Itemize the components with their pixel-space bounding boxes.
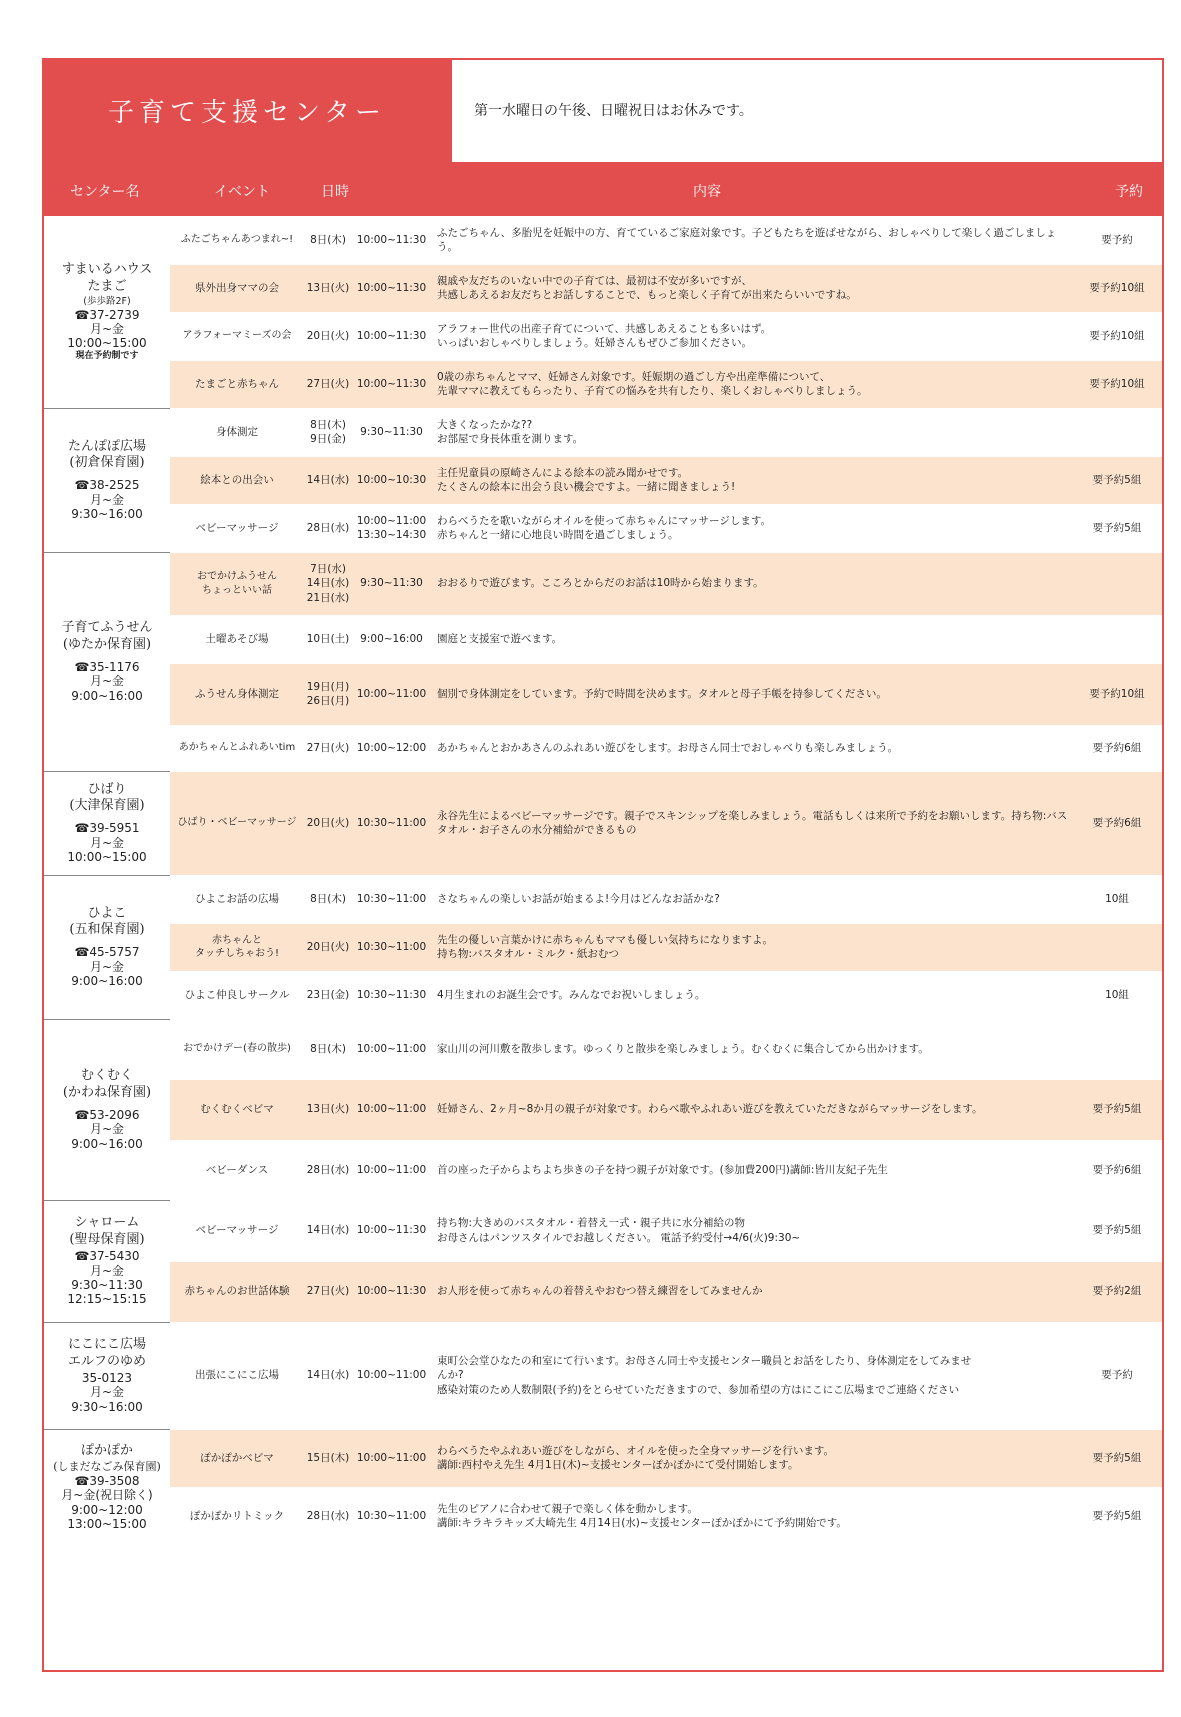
center-detail: 月~金	[89, 1263, 125, 1278]
center-info	[44, 771, 170, 875]
event-time: 10:00~11:30	[354, 216, 429, 264]
event-date: 27日(火)	[302, 725, 354, 771]
event-description: 家山川の河川敷を散歩します。ゆっくりと散歩を楽しみましょう。むくむくに集合してから出かけます。	[429, 1019, 1072, 1079]
event-name: 赤ちゃんのお世話体験	[170, 1261, 302, 1322]
center-name: 子育てふうせん	[61, 620, 153, 636]
center-info	[44, 408, 170, 552]
event-name: ふうせん身体測定	[170, 663, 302, 725]
event-row	[44, 1140, 1162, 1200]
event-time: 10:00~11:00 13:30~14:30	[354, 504, 429, 552]
center-detail: 月~金	[89, 492, 125, 507]
event-name: ひよこお話の広場	[170, 875, 302, 923]
event-description: 大きくなったかな?? お部屋で身長体重を測ります。	[429, 408, 1072, 456]
event-reservation: 要予約6組	[1072, 771, 1162, 875]
event-row	[44, 1429, 1162, 1487]
event-row	[44, 875, 1162, 923]
event-name: おでかけふうせん ちょっといい話	[170, 552, 302, 615]
event-row	[44, 923, 1162, 971]
event-reservation	[1072, 923, 1162, 971]
event-description: 先生の優しい言葉かけに赤ちゃんもママも優しい気持ちになりますよ。 持ち物:バスタオル・ミルク・紙おむつ	[429, 923, 1072, 971]
event-description: 4月生まれのお誕生会です。みんなでお祝いしましょう。	[429, 971, 1072, 1019]
event-reservation	[1072, 1019, 1162, 1079]
event-time: 10:00~11:30	[354, 1200, 429, 1261]
center-detail: 月~金	[89, 321, 125, 336]
header-content: 内容	[693, 184, 721, 200]
event-name: ひよこ仲良しサークル	[170, 971, 302, 1019]
event-time: 10:00~11:00	[354, 1429, 429, 1487]
center-detail: 月~金(祝日除く)	[61, 1488, 153, 1503]
center-info	[44, 1429, 170, 1545]
center-detail: ☎37-2739	[74, 307, 140, 322]
center-detail: 10:00~15:00	[67, 336, 147, 351]
center-detail: ☎39-5951	[74, 821, 140, 836]
event-reservation: 要予約	[1072, 216, 1162, 264]
event-time: 9:30~11:30	[354, 408, 429, 456]
event-description: 東町公会堂ひなたの和室にて行います。お母さん同士や支援センター職員とお話をしたり、身体測定をしてみませ んか? 感染対策のため人数制限(予約)をとらせていただきますので、参加希望の方はにこにこ広場までご連絡ください	[429, 1322, 1072, 1429]
event-date: 14日(水)	[302, 1322, 354, 1429]
event-date: 8日(木)	[302, 875, 354, 923]
event-date: 20日(火)	[302, 923, 354, 971]
event-description: わらべうたやふれあい遊びをしながら、オイルを使った全身マッサージを行います。 講師:西村やえ先生 4月1日(木)~支援センターぽかぽかにて受付開始します。	[429, 1429, 1072, 1487]
event-date: 13日(火)	[302, 264, 354, 312]
event-reservation: 要予約5組	[1072, 1200, 1162, 1261]
header-center: センター名	[70, 184, 140, 200]
event-time: 10:30~11:00	[354, 771, 429, 875]
event-date: 7日(水) 14日(水) 21日(水)	[302, 552, 354, 615]
event-date: 14日(水)	[302, 1200, 354, 1261]
center-detail: 35-0123	[81, 1370, 133, 1385]
event-description: 先生のピアノに合わせて親子で楽しく体を動かします。 講師:キラキラキッズ大崎先生 4月14日(水)~支援センターぽかぽかにて予約開始です。	[429, 1487, 1072, 1545]
event-name: 赤ちゃんと タッチしちゃおう!	[170, 923, 302, 971]
center-detail: 13:00~15:00	[67, 1517, 147, 1532]
center-detail: 月~金	[89, 1122, 125, 1137]
event-reservation: 要予約10組	[1072, 264, 1162, 312]
center-detail: 月~金	[89, 1385, 125, 1400]
event-reservation	[1072, 408, 1162, 456]
event-date: 14日(水)	[302, 456, 354, 504]
center-detail: 9:00~16:00	[71, 974, 143, 989]
event-description: 首の座った子からよちよち歩きの子を持つ親子が対象です。(参加費200円)講師:皆川友紀子先生	[429, 1140, 1072, 1200]
center-name: エルフのゆめ	[67, 1353, 146, 1369]
event-name: あかちゃんとふれあいtim	[170, 725, 302, 771]
center-name: シャローム	[74, 1215, 140, 1231]
event-row	[44, 504, 1162, 552]
event-reservation: 要予約5組	[1072, 1429, 1162, 1487]
event-name: ぽかぽかリトミック	[170, 1487, 302, 1545]
center-name: ひよこ	[87, 905, 127, 921]
event-reservation: 要予約5組	[1072, 504, 1162, 552]
center-detail: 月~金	[89, 674, 125, 689]
event-row	[44, 663, 1162, 725]
event-row	[44, 408, 1162, 456]
center-detail: 9:30~16:00	[71, 507, 143, 522]
event-name: ひばり・ベビーマッサージ	[170, 771, 302, 875]
event-row	[44, 615, 1162, 663]
header-datetime: 日時	[321, 184, 349, 200]
event-description: あかちゃんとおかあさんのふれあい遊びをします。お母さん同士でおしゃべりも楽しみましょう。	[429, 725, 1072, 771]
center-name: にこにこ広場	[67, 1337, 146, 1353]
center-detail: ☎38-2525	[74, 478, 140, 493]
center-detail: ☎37-5430	[74, 1249, 140, 1264]
event-name: 絵本との出会い	[170, 456, 302, 504]
center-name: (聖母保育園)	[69, 1232, 145, 1248]
event-date: 15日(木)	[302, 1429, 354, 1487]
event-date: 8日(木) 9日(金)	[302, 408, 354, 456]
center-info	[44, 552, 170, 771]
event-time: 10:00~11:00	[354, 1019, 429, 1079]
event-time: 10:00~11:00	[354, 1079, 429, 1140]
event-name: アラフォーマミーズの会	[170, 312, 302, 360]
event-date: 27日(火)	[302, 1261, 354, 1322]
title-banner	[42, 58, 452, 162]
event-date: 20日(火)	[302, 312, 354, 360]
event-row	[44, 1200, 1162, 1261]
event-time: 10:00~10:30	[354, 456, 429, 504]
event-row	[44, 360, 1162, 408]
event-row	[44, 264, 1162, 312]
event-description: 園庭と支援室で遊べます。	[429, 615, 1072, 663]
event-reservation: 10組	[1072, 971, 1162, 1019]
event-row	[44, 771, 1162, 875]
event-time: 10:00~11:00	[354, 1322, 429, 1429]
event-description: 親戚や友だちのいない中での子育ては、最初は不安が多いですが、 共感しあえるお友だちとお話しすることで、もっと楽しく子育てが出来たらいいですね。	[429, 264, 1072, 312]
event-date: 10日(土)	[302, 615, 354, 663]
event-reservation	[1072, 552, 1162, 615]
event-row	[44, 552, 1162, 615]
event-name: ぽかぽかベビマ	[170, 1429, 302, 1487]
event-time: 9:00~16:00	[354, 615, 429, 663]
center-name: (五和保育園)	[69, 922, 145, 938]
event-date: 13日(火)	[302, 1079, 354, 1140]
event-time: 10:30~11:00	[354, 923, 429, 971]
center-detail: 9:30~11:30	[71, 1277, 143, 1292]
event-date: 28日(水)	[302, 1140, 354, 1200]
event-name: ベビーマッサージ	[170, 1200, 302, 1261]
event-date: 28日(水)	[302, 504, 354, 552]
center-name: たまご	[87, 278, 127, 294]
event-row	[44, 1261, 1162, 1322]
event-reservation: 要予約5組	[1072, 1487, 1162, 1545]
event-reservation: 要予約5組	[1072, 1079, 1162, 1140]
center-info	[44, 216, 170, 408]
event-time: 10:00~11:30	[354, 360, 429, 408]
event-date: 19日(月) 26日(月)	[302, 663, 354, 725]
event-reservation: 要予約5組	[1072, 456, 1162, 504]
event-reservation: 要予約10組	[1072, 360, 1162, 408]
event-description: アラフォー世代の出産子育てについて、共感しあえることも多いはず。 いっぱいおしゃべりしましょう。妊婦さんもぜひご参加ください。	[429, 312, 1072, 360]
event-description: 妊婦さん、2ヶ月~8か月の親子が対象です。わらべ歌やふれあい遊びを教えていただきながらマッサージをします。	[429, 1079, 1072, 1140]
event-time: 10:00~11:00	[354, 1140, 429, 1200]
center-detail: 月~金	[89, 835, 125, 850]
center-info	[44, 1322, 170, 1429]
schedule-table	[44, 216, 1162, 1546]
center-detail: 月~金	[89, 959, 125, 974]
event-row	[44, 1019, 1162, 1079]
event-row	[44, 1322, 1162, 1429]
center-name: (ゆたか保育園)	[62, 636, 152, 652]
event-reservation: 要予約6組	[1072, 725, 1162, 771]
center-detail: 10:00~15:00	[67, 850, 147, 865]
event-name: 出張にこにこ広場	[170, 1322, 302, 1429]
event-description: おおるりで遊びます。こころとからだのお話は10時から始まります。	[429, 552, 1072, 615]
event-time: 10:00~11:30	[354, 264, 429, 312]
event-time: 9:30~11:30	[354, 552, 429, 615]
event-name: 県外出身ママの会	[170, 264, 302, 312]
center-detail: ☎39-3508	[74, 1474, 140, 1489]
event-name: おでかけデー(春の散歩)	[170, 1019, 302, 1079]
center-detail: ☎53-2096	[74, 1107, 140, 1122]
center-name: (初倉保育園)	[69, 455, 145, 471]
event-row	[44, 312, 1162, 360]
event-description: 主任児童員の原崎さんによる絵本の読み聞かせです。 たくさんの絵本に出会う良い機会ですよ。一緒に聞きましょう!	[429, 456, 1072, 504]
event-date: 8日(木)	[302, 216, 354, 264]
center-info	[44, 1019, 170, 1200]
center-detail: 12:15~15:15	[67, 1292, 147, 1307]
event-description: さなちゃんの楽しいお話が始まるよ!今月はどんなお話かな?	[429, 875, 1072, 923]
center-detail: (歩歩路2F)	[83, 295, 131, 307]
center-info	[44, 875, 170, 1019]
center-detail: 9:30~16:00	[71, 1399, 143, 1414]
event-name: たまごと赤ちゃん	[170, 360, 302, 408]
event-time: 10:30~11:00	[354, 1487, 429, 1545]
center-name: (しまだなごみ保育園)	[53, 1459, 161, 1473]
event-description: お人形を使って赤ちゃんの着替えやおむつ替え練習をしてみませんか	[429, 1261, 1072, 1322]
event-description: 個別で身体測定をしています。予約で時間を決めます。タオルと母子手帳を持参してください。	[429, 663, 1072, 725]
event-date: 28日(水)	[302, 1487, 354, 1545]
header-reservation: 予約	[1115, 184, 1143, 200]
center-detail: ☎35-1176	[74, 659, 140, 674]
event-reservation: 要予約6組	[1072, 1140, 1162, 1200]
event-reservation: 要予約10組	[1072, 663, 1162, 725]
event-row	[44, 216, 1162, 264]
header-event: イベント	[214, 184, 270, 200]
page-title: 子育て支援センター	[108, 97, 386, 128]
event-reservation: 要予約	[1072, 1322, 1162, 1429]
center-name: たんぽぽ広場	[67, 438, 146, 454]
center-name: (大津保育園)	[69, 798, 145, 814]
event-description: ふたごちゃん、多胎児を妊娠中の方、育てているご家庭対象です。子どもたちを遊ばせながら、おしゃべりして楽しく過ごしましょう。	[429, 216, 1072, 264]
event-name: 土曜あそび場	[170, 615, 302, 663]
event-reservation: 要予約2組	[1072, 1261, 1162, 1322]
event-row	[44, 725, 1162, 771]
event-name: ベビーダンス	[170, 1140, 302, 1200]
event-row	[44, 1079, 1162, 1140]
event-reservation: 要予約10組	[1072, 312, 1162, 360]
table-header	[42, 162, 1164, 216]
event-name: 身体測定	[170, 408, 302, 456]
event-description: 永谷先生によるベビーマッサージです。親子でスキンシップを楽しみましょう。電話もしくは来所で予約をお願いします。持ち物:バス タオル・お子さんの水分補給ができるもの	[429, 771, 1072, 875]
event-time: 10:30~11:30	[354, 971, 429, 1019]
event-description: わらべうたを歌いながらオイルを使って赤ちゃんにマッサージします。 赤ちゃんと一緒に心地良い時間を過ごしましょう。	[429, 504, 1072, 552]
center-info	[44, 1200, 170, 1322]
center-detail: ☎45-5757	[74, 945, 140, 960]
event-time: 10:00~12:00	[354, 725, 429, 771]
event-date: 20日(火)	[302, 771, 354, 875]
event-time: 10:00~11:30	[354, 312, 429, 360]
event-description: 0歳の赤ちゃんとママ、妊婦さん対象です。妊娠期の過ごし方や出産準備について、 先輩ママに教えてもらったり、子育ての悩みを共有したり、楽しくおしゃべりしましょう。	[429, 360, 1072, 408]
center-detail: 9:00~16:00	[71, 688, 143, 703]
center-detail: 9:00~16:00	[71, 1136, 143, 1151]
event-reservation	[1072, 615, 1162, 663]
center-name: ぽかぽか	[80, 1442, 133, 1458]
event-time: 10:00~11:30	[354, 1261, 429, 1322]
center-name: (かわね保育園)	[62, 1084, 152, 1100]
center-name: むくむく	[80, 1068, 133, 1084]
event-reservation: 10組	[1072, 875, 1162, 923]
holiday-notice: 第一水曜日の午後、日曜祝日はお休みです。	[474, 103, 753, 119]
event-description: 持ち物:大きめのバスタオル・着替え一式・親子共に水分補給の物 お母さんはパンツスタイルでお越しください。 電話予約受付→4/6(火)9:30~	[429, 1200, 1072, 1261]
event-date: 27日(火)	[302, 360, 354, 408]
event-time: 10:30~11:00	[354, 875, 429, 923]
event-name: むくむくベビマ	[170, 1079, 302, 1140]
event-row	[44, 1487, 1162, 1545]
center-detail: 9:00~12:00	[71, 1502, 143, 1517]
event-name: ベビーマッサージ	[170, 504, 302, 552]
center-detail: 現在予約制です	[75, 350, 139, 361]
center-name: すまいるハウス	[61, 261, 153, 277]
event-time: 10:00~11:00	[354, 663, 429, 725]
event-row	[44, 971, 1162, 1019]
event-date: 23日(金)	[302, 971, 354, 1019]
event-row	[44, 456, 1162, 504]
center-name: ひばり	[87, 781, 127, 797]
event-name: ふたごちゃんあつまれ~!	[170, 216, 302, 264]
event-date: 8日(木)	[302, 1019, 354, 1079]
